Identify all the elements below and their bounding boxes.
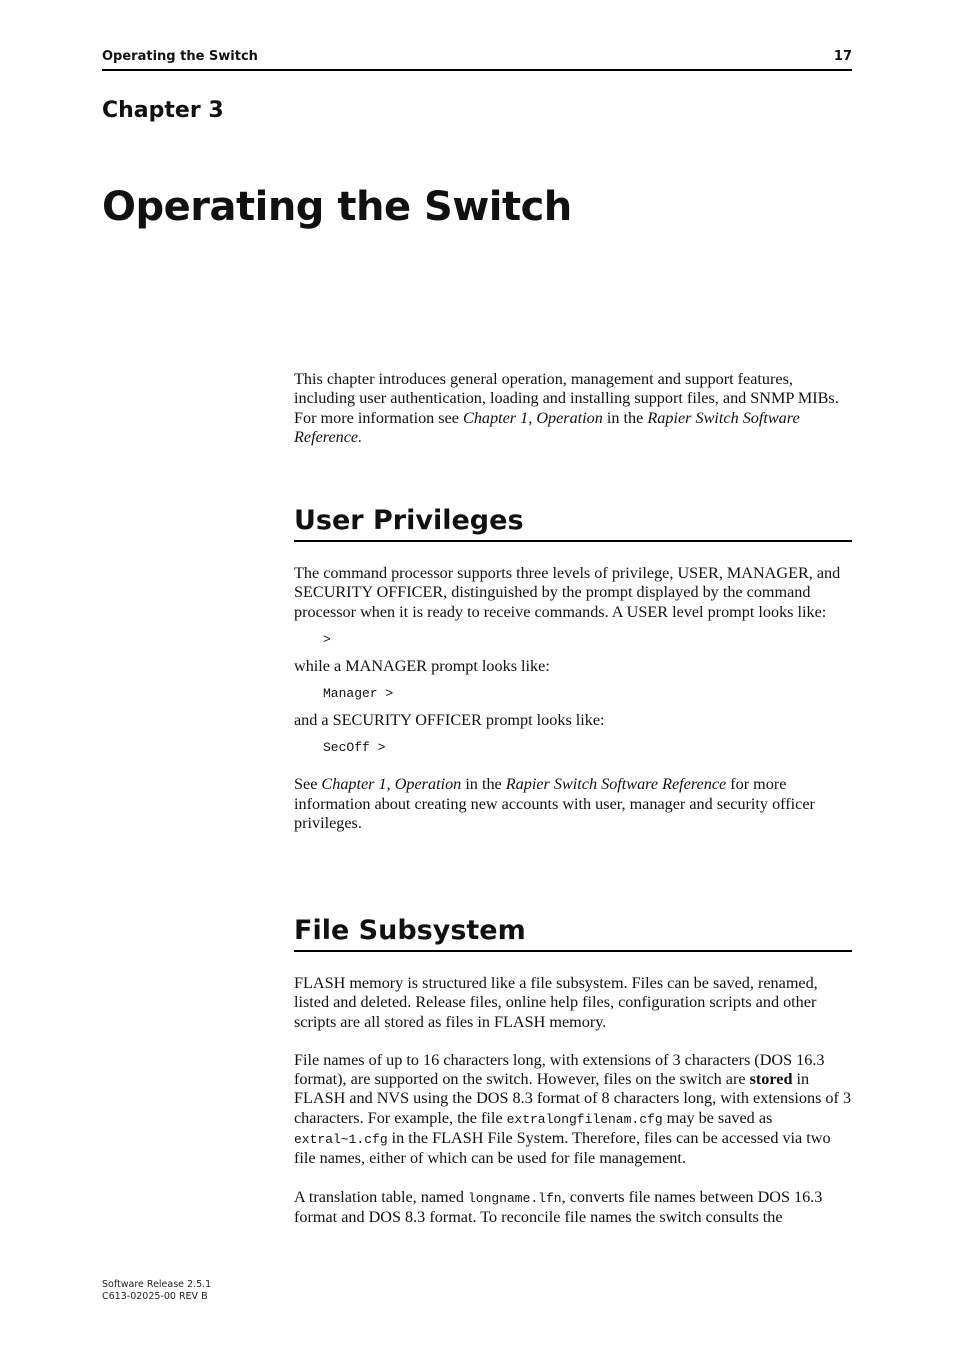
running-title: Operating the Switch (102, 49, 258, 64)
user-privileges-para-3: and a SECURITY OFFICER prompt looks like: (294, 711, 605, 730)
user-privileges-para-1: The command processor supports three levels of privilege, USER, MANAGER, and SECURITY OFFICER, distinguished by the prompt displayed by the command processor when it is ready to receive commands. A USER level prompt looks like: (294, 564, 841, 621)
chapter-title: Operating the Switch (102, 184, 572, 230)
chapter-label: Chapter 3 (102, 98, 224, 123)
intro-ref-book: Rapier Switch Software Reference. (294, 408, 800, 446)
code-longname-lfn: longname.lfn (467, 1190, 562, 1206)
file-subsystem-para-3: A translation table, named longname.lfn, converts file names between DOS 16.3 format and DOS 8.3 format. To reconcile file names the switch consults the (294, 1187, 823, 1226)
user-privileges-section (294, 505, 852, 542)
user-privileges-para-2: while a MANAGER prompt looks like: (294, 656, 550, 675)
section-heading-file-subsystem: File Subsystem (294, 915, 852, 952)
file-subsystem-body (294, 974, 852, 1227)
user-privileges-body (294, 564, 852, 833)
intro-section (294, 370, 852, 447)
ref-chapter: Chapter 1, Operation (321, 775, 462, 794)
intro-ref-chapter: Chapter 1, Operation (463, 408, 603, 427)
file-subsystem-para-1: FLASH memory is structured like a file subsystem. Files can be saved, renamed, listed and deleted. Release files, online help files, configuration scripts and other scripts are all stored as files in FLASH memory. (294, 974, 818, 1031)
file-subsystem-section (294, 915, 852, 952)
code-manager-prompt: Manager > (323, 686, 394, 702)
page-header (102, 47, 852, 71)
section-heading-user-privileges: User Privileges (294, 505, 852, 542)
intro-paragraph: This chapter introduces general operation, management and support features, including user authentication, loading and installing support files, and SNMP MIBs. For more information see Chapter 1, Operation in the Rapier Switch Software Reference. (294, 370, 839, 446)
footer-release: Software Release 2.5.1 (102, 1279, 212, 1290)
page-footer (102, 1279, 211, 1303)
page-number: 17 (833, 49, 852, 64)
user-privileges-para-4: See Chapter 1, Operation in the Rapier Switch Software Reference for more information about creating new accounts with user, manager and security officer privileges. (294, 775, 815, 833)
code-user-prompt: > (323, 631, 331, 647)
code-secoff-prompt: SecOff > (323, 740, 386, 756)
file-subsystem-para-2: File names of up to 16 characters long, with extensions of 3 characters (DOS 16.3 format), are supported on the switch. However, files on the switch are stored in FLASH and NVS using the DOS 8.3 format of 8 characters long, with extensions of 3 characters. For example, the file extralongfilenam.cfg may be saved as extral~1.cfg in the FLASH File System. Therefore, files can be accessed via two file names, either of which can be used for file management. (294, 1050, 852, 1168)
footer-doc-code: C613-02025-00 REV B (102, 1291, 208, 1302)
code-long-filename: extralongfilenam.cfg (506, 1111, 663, 1127)
bold-stored: stored (749, 1070, 793, 1089)
code-short-filename: extral~1.cfg (294, 1132, 388, 1148)
ref-book: Rapier Switch Software Reference (505, 775, 727, 794)
